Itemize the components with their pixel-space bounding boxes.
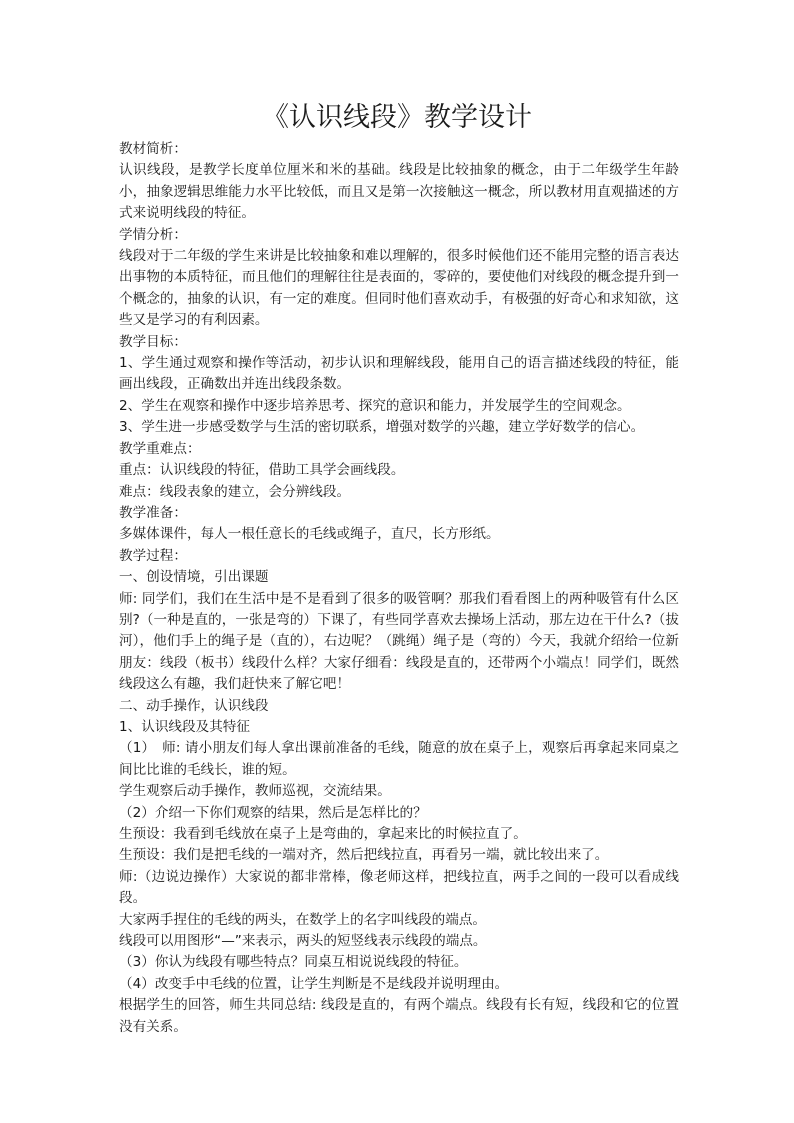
paragraph-endpoints: 大家两手捏住的毛线的两头，在数学上的名字叫线段的端点。 — [119, 911, 487, 928]
document-title: 《认识线段》教学设计 — [262, 102, 532, 133]
section-heading-2: 二、动手操作，认识线段 — [119, 697, 269, 714]
heading-teaching-process: 教学过程： — [119, 547, 187, 564]
paragraph-learner-analysis: 线段对于二年级的学生来讲是比较抽象和难以理解的，很多时候他们还不能用完整的语言表达出事物的本质特征，而且他们的理解往往是表面的，零碎的，要使他们对线段的概念提升到一个概念的，抽象的认识，有一定的难度。但同时他们喜欢动手，有极强的好奇心和求知欲，这些又是学习的有利因素。 — [119, 248, 679, 329]
heading-teaching-goals: 教学目标： — [119, 333, 187, 350]
goal-item-1: 1、学生通过观察和操作等活动，初步认识和理解线段，能用自己的语言描述线段的特征，能画出线段，正确数出并连出线段条数。 — [119, 355, 679, 393]
teacher-demo: 师:（边说边操作）大家说的都非常棒，像老师这样，把线拉直，两手之间的一段可以看成线段。 — [119, 868, 679, 907]
step-4: （4）改变手中毛线的位置，让学生判断是不是线段并说明理由。 — [119, 975, 509, 992]
section-heading-1: 一、创设情境，引出课题 — [119, 569, 269, 586]
step-1: （1） 师: 请小朋友们每人拿出课前准备的毛线，随意的放在桌子上，观察后再拿起来同桌之间比比谁的毛线长，谁的短。 — [119, 740, 679, 778]
paragraph-summary: 根据学生的回答，师生共同总结: 线段是直的，有两个端点。线段有长有短，线段和它的位置没有关系。 — [119, 997, 679, 1035]
paragraph-segment-symbol: 线段可以用图形“—”来表示，两头的短竖线表示线段的端点。 — [119, 933, 487, 950]
heading-learner-analysis: 学情分析： — [119, 226, 187, 243]
student-prediction-1: 生预设：我看到毛线放在桌子上是弯曲的，拿起来比的时候拉直了。 — [119, 826, 527, 842]
heading-key-points: 教学重难点： — [119, 440, 201, 457]
key-point: 重点：认识线段的特征，借助工具学会画线段。 — [119, 462, 405, 479]
goal-item-2: 2、学生在观察和操作中逐步培养思考、探究的意识和能力，并发展学生的空间观念。 — [119, 397, 631, 414]
heading-textbook-analysis: 教材简析： — [119, 141, 187, 157]
step-3: （3）你认为线段有哪些特点？同桌互相说说线段的特征。 — [119, 954, 468, 971]
difficult-point: 难点：线段表象的建立，会分辨线段。 — [119, 483, 351, 500]
document-body — [119, 139, 679, 1038]
paragraph-observe: 学生观察后动手操作，教师巡视，交流结果。 — [119, 783, 391, 800]
paragraph-intro-dialogue: 师: 同学们，我们在生活中是不是看到了很多的吸管啊？那我们看看图上的两种吸管有什么区别?（一种是直的，一张是弯的）下课了，有些同学喜欢去操场上活动，那左边在干什么?（拔河），他们手上的绳子是（直的），右边呢？（跳绳）绳子是（弯的）今天，我就介绍给一位新朋友：线段（板书）线段什么样？大家仔细看：线段是直的，还带两个小端点！同学们，既然线段这么有趣，我们赶快来了解它吧！ — [119, 590, 679, 693]
subsection-heading-1: 1、认识线段及其特征 — [119, 718, 250, 735]
paragraph-textbook-analysis: 认识线段，是教学长度单位厘米和米的基础。线段是比较抽象的概念，由于二年级学生年龄小，抽象逻辑思维能力水平比较低，而且又是第一次接触这一概念，所以教材用直观描述的方式来说明线段的特征。 — [119, 162, 679, 222]
step-2: （2）介绍一下你们观察的结果，然后是怎样比的？ — [119, 804, 427, 821]
paragraph-preparation: 多媒体课件，每人一根任意长的毛线或绳子，直尺，长方形纸。 — [119, 526, 500, 543]
heading-preparation: 教学准备： — [119, 504, 187, 521]
goal-item-3: 3、学生进一步感受数学与生活的密切联系，增强对数学的兴趣，建立学好数学的信心。 — [119, 419, 645, 436]
student-prediction-2: 生预设：我们是把毛线的一端对齐，然后把线拉直，再看另一端，就比较出来了。 — [119, 847, 609, 864]
